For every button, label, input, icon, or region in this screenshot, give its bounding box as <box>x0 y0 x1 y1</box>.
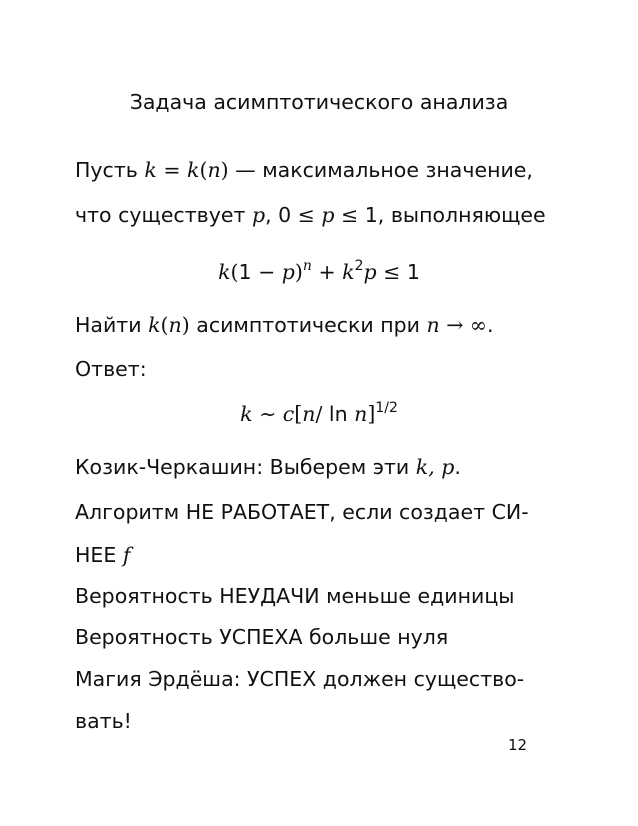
algorithm-text-2: НЕЕ <box>75 543 123 567</box>
algorithm-line-1: Алгоритм НЕ РАБОТАЕТ, если создает СИ- <box>75 500 529 524</box>
algorithm-line-2: НЕЕ f <box>75 543 131 567</box>
main-inequality: $k(1 - p)^n + k^2p \le 1$ <box>218 258 420 284</box>
statement-text-2: — максимальное значение, <box>228 158 533 182</box>
magic-line-2: вать! <box>75 709 132 733</box>
task-text-3: . <box>487 313 494 337</box>
formula-k-equals-kn: k <box>144 158 157 182</box>
page-number: 12 <box>508 736 528 754</box>
statement-line-1: Пусть k = k(n) — максимальное значение, <box>75 158 533 182</box>
task-line: Найти k(n) асимптотически при n → ∞. <box>75 313 494 337</box>
task-text-1: Найти <box>75 313 149 337</box>
statement-text-4: , выполняющее <box>377 203 546 227</box>
formula-p: p <box>251 203 266 227</box>
prob-success-line: Вероятность УСПЕХА больше нуля <box>75 625 449 649</box>
statement-line-2: что существует p, 0 ≤ p ≤ 1, выполняющее <box>75 203 546 227</box>
prob-fail-line: Вероятность НЕУДАЧИ меньше единицы <box>75 584 515 608</box>
statement-text-1: Пусть <box>75 158 145 182</box>
magic-line-1: Магия Эрдёша: УСПЕХ должен существо- <box>75 667 525 691</box>
kozik-line: Козик-Черкашин: Выберем эти k, p. <box>75 455 461 479</box>
task-text-2: асимптотически при <box>189 313 427 337</box>
statement-text-3: что существует <box>75 203 252 227</box>
kozik-text: Козик-Черкашин: Выберем эти <box>75 455 416 479</box>
slide-title: Задача асимптотического анализа <box>129 90 509 114</box>
answer-formula: k ∼ c[n/ ln n]$^{1/2}$ <box>240 400 398 426</box>
answer-label: Ответ: <box>75 357 147 381</box>
